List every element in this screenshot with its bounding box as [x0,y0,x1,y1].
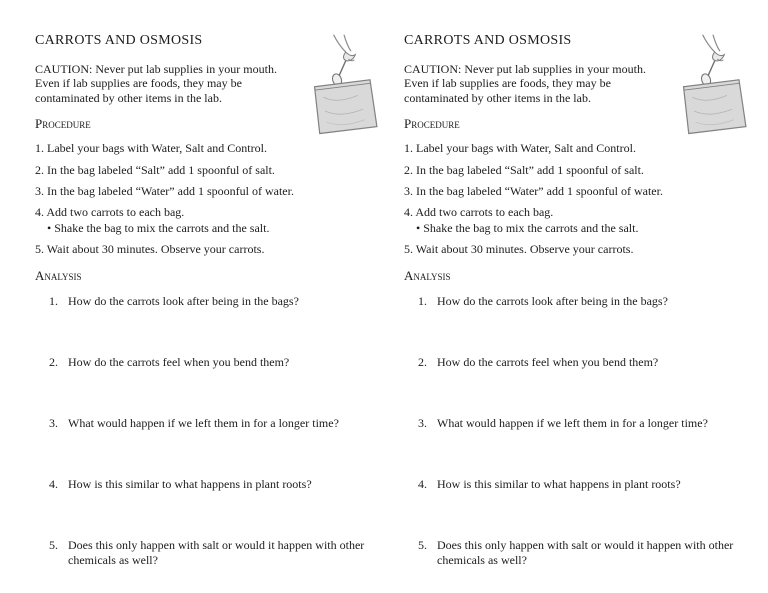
analysis-question [49,538,388,568]
procedure-step [404,205,757,235]
question-text: How is this similar to what happens in plant roots? [68,476,312,491]
analysis-questions [418,294,757,568]
step-sub-bullet: • Shake the bag to mix the carrots and the salt. [47,220,270,235]
step-text: Add two carrots to each bag. [46,205,185,220]
question-number: 3. [418,415,427,430]
analysis-question [49,355,388,370]
question-number: 4. [418,476,427,491]
step-text: Label your bags with Water, Salt and Control. [416,141,636,156]
question-text: What would happen if we left them in for a longer time? [68,415,339,430]
step-sub-bullet: • Shake the bag to mix the carrots and the salt. [416,220,639,235]
step-text: In the bag labeled “Water” add 1 spoonful of water. [47,183,294,198]
procedure-step [35,141,388,155]
analysis-question [418,538,757,568]
question-number: 3. [49,415,58,430]
step-number: 2. [404,162,413,177]
step-text: In the bag labeled “Water” add 1 spoonful of water. [416,183,663,198]
step-text: Wait about 30 minutes. Observe your carrots. [415,242,634,257]
analysis-question [418,416,757,431]
step-number: 4. [35,205,44,220]
question-text: Does this only happen with salt or would it happen with other chemicals as well? [68,537,365,567]
procedure-heading: Procedure [404,116,460,132]
step-number: 2. [35,162,44,177]
question-number: 2. [418,354,427,369]
step-number: 3. [404,183,413,198]
question-number: 2. [49,354,58,369]
procedure-step [35,242,388,256]
step-number: 5. [404,242,413,257]
analysis-questions [49,294,388,568]
question-text: Does this only happen with salt or would it happen with other chemicals as well? [437,537,734,567]
procedure-heading: Procedure [35,116,91,132]
analysis-question [49,477,388,492]
caution-text: CAUTION: Never put lab supplies in your mouth. Even if lab supplies are foods, they may be contaminated by other items in the lab. [404,62,646,105]
hand-spoon-bag-icon [669,33,757,137]
worksheet-column-left [35,33,388,568]
hand-spoon-bag-icon [300,33,388,137]
analysis-question [418,477,757,492]
procedure-step [35,205,388,235]
procedure-step [404,184,757,198]
procedure-step [35,163,388,177]
question-number: 1. [418,293,427,308]
analysis-question [418,355,757,370]
procedure-step [404,141,757,155]
page-title: CARROTS AND OSMOSIS [404,33,572,48]
step-number: 1. [35,141,44,156]
question-number: 1. [49,293,58,308]
question-text: How do the carrots feel when you bend them? [68,354,290,369]
procedure-step [35,184,388,198]
procedure-steps [404,141,757,256]
analysis-heading: Analysis [35,267,82,283]
analysis-heading: Analysis [404,267,451,283]
bag-illustration [300,33,388,137]
analysis-question [49,294,388,309]
step-number: 3. [35,183,44,198]
procedure-step [404,242,757,256]
step-number: 5. [35,242,44,257]
caution-text: CAUTION: Never put lab supplies in your mouth. Even if lab supplies are foods, they may be contaminated by other items in the lab. [35,62,277,105]
step-number: 4. [404,205,413,220]
question-text: How do the carrots look after being in the bags? [437,293,668,308]
question-number: 5. [418,537,427,552]
question-number: 5. [49,537,58,552]
question-text: How is this similar to what happens in plant roots? [437,476,681,491]
bag-illustration [669,33,757,137]
question-text: What would happen if we left them in for a longer time? [437,415,708,430]
step-text: In the bag labeled “Salt” add 1 spoonful of salt. [416,162,644,177]
question-number: 4. [49,476,58,491]
worksheet-column-right [404,33,757,568]
step-number: 1. [404,141,413,156]
step-text: Wait about 30 minutes. Observe your carrots. [46,242,265,257]
page-title: CARROTS AND OSMOSIS [35,33,203,48]
analysis-question [418,294,757,309]
step-text: Label your bags with Water, Salt and Control. [47,141,267,156]
question-text: How do the carrots look after being in the bags? [68,293,299,308]
step-text: Add two carrots to each bag. [415,205,554,220]
procedure-step [404,163,757,177]
step-text: In the bag labeled “Salt” add 1 spoonful of salt. [47,162,275,177]
procedure-steps [35,141,388,256]
analysis-question [49,416,388,431]
question-text: How do the carrots feel when you bend them? [437,354,659,369]
